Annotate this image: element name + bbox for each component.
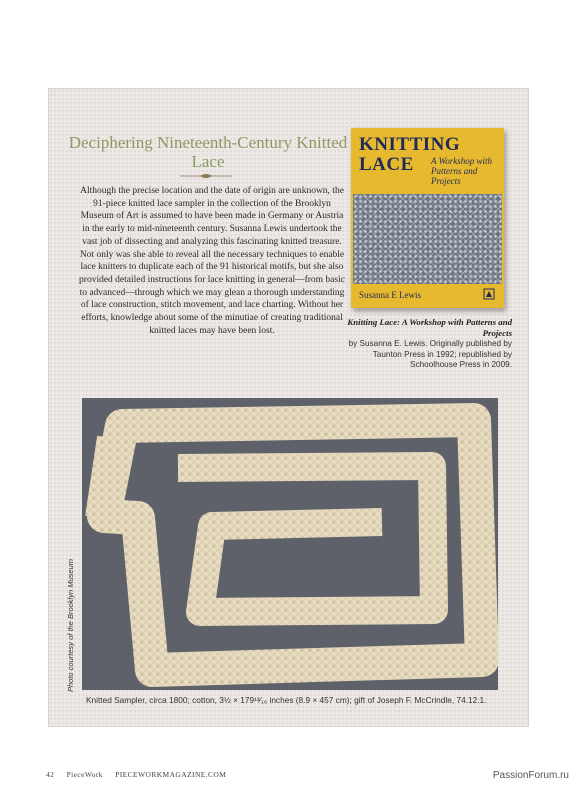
photo-caption: Knitted Sampler, circa 1800; cotton, 3½ × 179¹³⁄₁₆ inches (8.9 × 457 cm); gift of Joseph F. McCrindle, 74.12.1. bbox=[86, 695, 487, 705]
publisher-logo-icon bbox=[483, 288, 495, 300]
divider-ornament bbox=[180, 173, 232, 179]
article-title: Deciphering Nineteenth-Century Knitted Lace bbox=[68, 133, 348, 171]
magazine-name: PieceWork bbox=[66, 770, 103, 779]
page-footer bbox=[46, 770, 236, 779]
book-cover-title-line1: KNITTING bbox=[359, 134, 461, 155]
page-number: 42 bbox=[46, 770, 55, 779]
book-caption-text: by Susanna E. Lewis. Originally published by Taunton Press in 1992; republished by Schoolhouse Press in 2009. bbox=[348, 339, 512, 369]
magazine-website: PIECEWORKMAGAZINE.COM bbox=[115, 770, 227, 779]
photo-credit bbox=[66, 680, 186, 692]
book-cover-image bbox=[351, 128, 504, 308]
book-cover-author: Susanna E Lewis bbox=[359, 290, 421, 300]
article-body: Although the precise location and the date of origin are unknown, the 91-piece knitted lace sampler in the collection of the Brooklyn Museum of Art is assumed to have been made in Germany or Austria in the early to mid-nineteenth century. Susanna Lewis undertook the vast job of dissecting and analyzing this fascinating knitted treasure. Not only was she able to reveal all the necessary techniques to enable lace knitters to duplicate each of the 91 historical motifs, but she also provided detailed instructions for lace knitting in general—from basic to advanced—through which we may glean a thorough understanding of lace construction, stitch movement, and lace charting. Without her efforts, knowledge about some of the minutiae of creating traditional knitted laces may have been lost. bbox=[79, 186, 345, 336]
lace-sampler-photo bbox=[82, 398, 498, 690]
book-cover-title-line2: LACE bbox=[359, 154, 414, 175]
watermark: PassionForum.ru bbox=[492, 770, 569, 781]
book-cover-lace-photo bbox=[353, 194, 502, 284]
book-caption-title: Knitting Lace: A Workshop with Patterns and Projects bbox=[347, 317, 512, 338]
book-cover-subtitle: A Workshop with Patterns and Projects bbox=[431, 156, 493, 186]
